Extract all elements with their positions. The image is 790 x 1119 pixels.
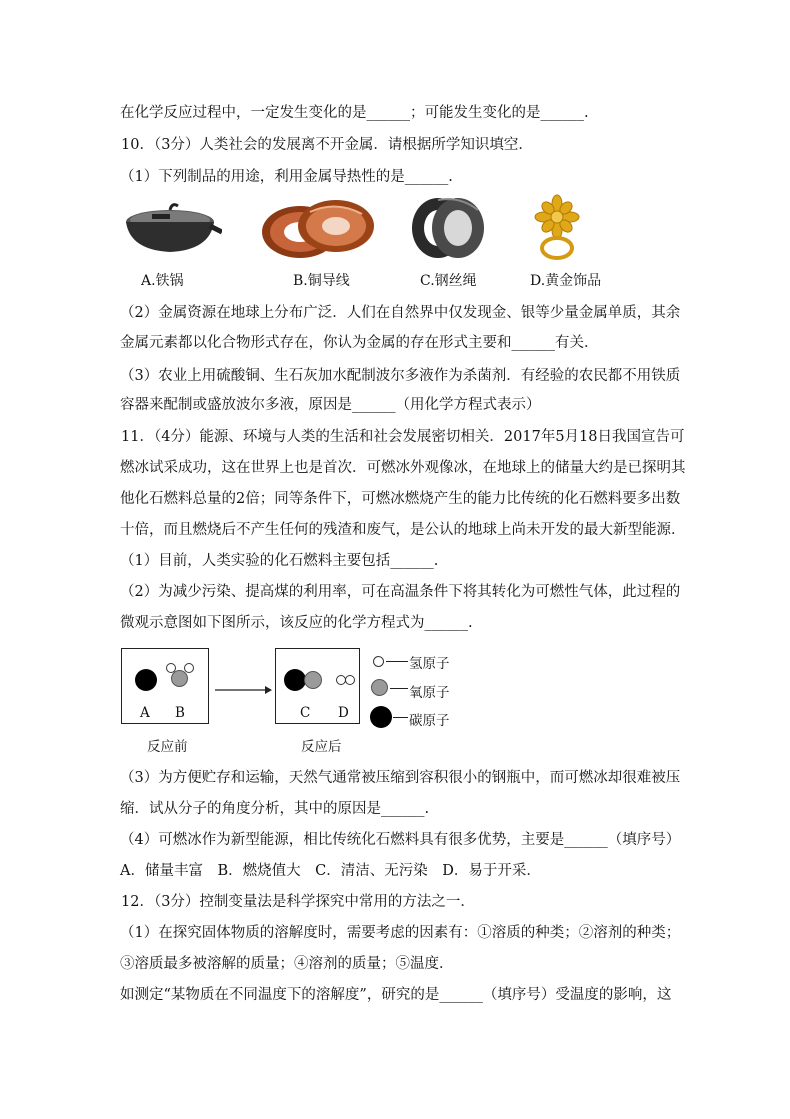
question-11-part3: （3）为方便贮存和运输，天然气通常被压缩到容积很小的钢瓶中，而可燃冰却很难被压 (120, 770, 681, 786)
legend-hydrogen-label: 氢原子 (409, 656, 450, 672)
question-11-title: 11．（4分）能源、环境与人类的生活和社会发展密切相关．2017年5月18日我国宣告可 (121, 429, 685, 445)
product-caption-c: C.钢丝绳 (420, 273, 477, 289)
carbon-atom (284, 669, 306, 691)
question-10-title: 10．（3分）人类社会的发展离不开金属．请根据所学知识填空． (121, 137, 533, 153)
copper-wire-image (258, 192, 378, 264)
text-line: 如测定“某物质在不同温度下的溶解度”，研究的是______（填序号）受温度的影响，这 (120, 987, 672, 1003)
legend-line (393, 717, 408, 718)
question-10-part1: （1）下列制品的用途，利用金属导热性的是______. (120, 169, 453, 185)
product-caption-d: D.黄金饰品 (530, 273, 602, 289)
before-reaction-box (121, 648, 209, 724)
legend-oxygen-label: 氧原子 (409, 685, 450, 701)
text-line: 微观示意图如下图所示，该反应的化学方程式为______. (120, 615, 473, 631)
arrow-icon (213, 684, 273, 696)
text-line: ③溶质最多被溶解的质量；④溶剂的质量；⑤温度． (120, 956, 454, 972)
label-b: B (175, 705, 185, 721)
label-c: C (300, 705, 311, 721)
legend-oxygen-icon (371, 679, 388, 696)
label-d: D (338, 705, 349, 721)
legend-carbon-icon (370, 706, 392, 728)
question-10-part3: （3）农业上用硫酸铜、生石灰加水配制波尔多液作为杀菌剂．有经验的农民都不用铁质 (120, 368, 681, 384)
text-line: 容器来配制或盛放波尔多液，原因是______（用化学方程式表示） (120, 397, 541, 413)
label-a: A (140, 705, 150, 721)
after-label: 反应后 (301, 739, 342, 755)
text-line: 在化学反应过程中，一定发生变化的是______；可能发生变化的是______. (120, 105, 589, 121)
carbon-atom (135, 669, 157, 691)
legend-line (386, 661, 408, 662)
text-line: 缩．试从分子的角度分析，其中的原因是______. (120, 801, 430, 817)
question-11-part2: （2）为减少污染、提高煤的利用率，可在高温条件下将其转化为可燃性气体，此过程的 (120, 584, 681, 600)
product-caption-b: B.铜导线 (293, 273, 350, 289)
legend-carbon-label: 碳原子 (409, 713, 450, 729)
iron-wok-image (122, 192, 222, 264)
question-11-part1: （1）目前，人类实验的化石燃料主要包括______. (120, 553, 439, 569)
question-12-part1: （1）在探究固体物质的溶解度时，需要考虑的因素有：①溶质的种类；②溶剂的种类； (120, 925, 681, 941)
hydrogen-atom (345, 675, 355, 685)
legend-line (390, 688, 408, 689)
product-caption-a: A.铁锅 (141, 273, 184, 289)
steel-cable-image (408, 192, 488, 264)
after-reaction-box (275, 648, 360, 724)
oxygen-atom (171, 670, 188, 687)
question-10-part2: （2）金属资源在地球上分布广泛．人们在自然界中仅发现金、银等少量金属单质，其余 (120, 305, 681, 321)
legend-hydrogen-icon (373, 656, 384, 667)
answer-options: A．储量丰富 B．燃烧值大 C．清洁、无污染 D．易于开采． (120, 863, 541, 879)
oxygen-atom (304, 671, 322, 689)
text-line: 燃冰试采成功，这在世界上也是首次．可燃冰外观像冰，在地球上的储量大约是已探明其 (120, 460, 686, 476)
gold-jewelry-image (532, 192, 582, 264)
question-11-part4: （4）可燃冰作为新型能源，相比传统化石燃料具有很多优势，主要是______（填序号） (120, 832, 681, 848)
question-12-title: 12．（3分）控制变量法是科学探究中常用的方法之一． (121, 894, 475, 910)
text-line: 他化石燃料总量的2倍；同等条件下，可燃冰燃烧产生的能力比传统的化石燃料要多出数 (120, 491, 681, 507)
before-label: 反应前 (147, 739, 188, 755)
text-line: 金属元素都以化合物形式存在，你认为金属的存在形式主要和______有关． (120, 335, 599, 351)
text-line: 十倍，而且燃烧后不产生任何的残渣和废气，是公认的地球上尚未开发的最大新型能源． (120, 522, 686, 538)
